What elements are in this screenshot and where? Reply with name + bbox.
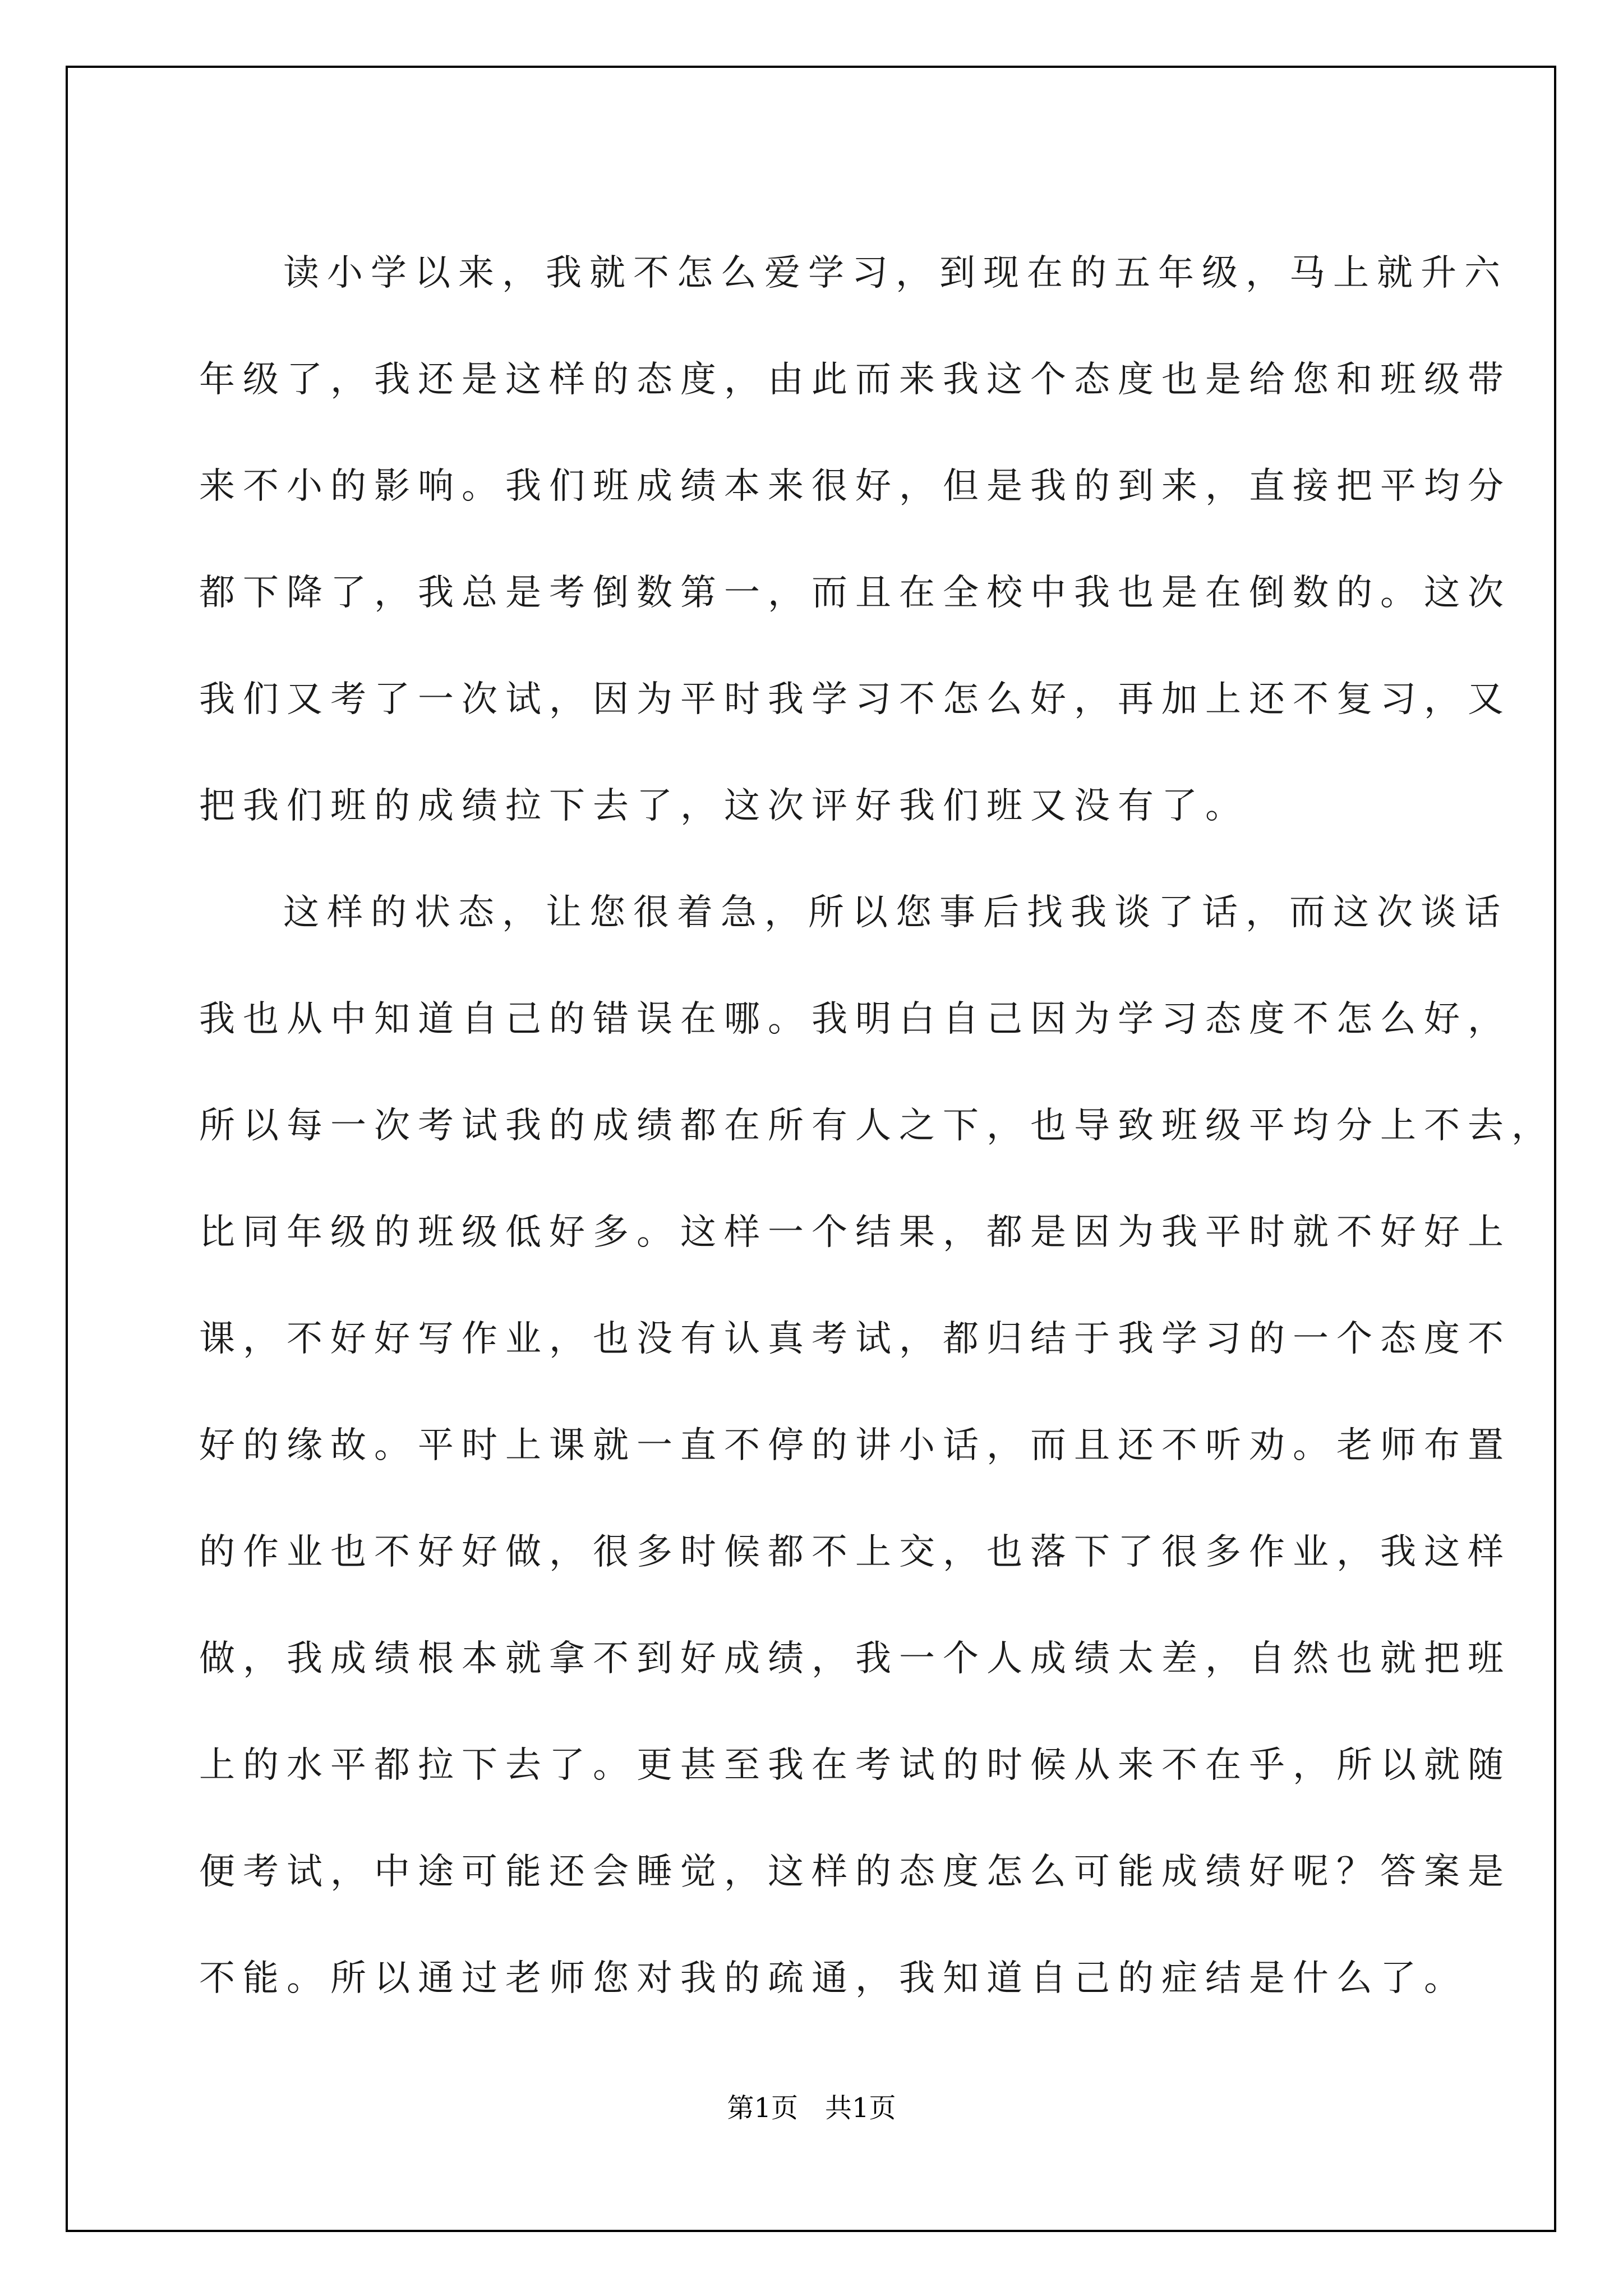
text-line: 比同年级的班级低好多。这样一个结果，都是因为我平时就不好好上 — [199, 1212, 1511, 1253]
text-line: 好的缘故。平时上课就一直不停的讲小话，而且还不听劝。老师布置 — [199, 1425, 1511, 1466]
text-line: 课，不好好写作业，也没有认真考试，都归结于我学习的一个态度不 — [199, 1318, 1511, 1360]
page-footer — [0, 2091, 1623, 2125]
document-body — [199, 220, 1555, 2032]
text-line: 年级了，我还是这样的态度，由此而来我这个态度也是给您和班级带 — [199, 359, 1511, 401]
text-line: 这样的状态，让您很着急，所以您事后找我谈了话，而这次谈话 — [283, 892, 1508, 933]
text-line: 不能。所以通过老师您对我的疏通，我知道自己的症结是什么了。 — [199, 1958, 1468, 1999]
paragraph-2 — [199, 859, 1555, 2032]
text-line: 所以每一次考试我的成绩都在所有人之下，也导致班级平均分上不去， — [199, 1105, 1555, 1147]
page-number: 第1页 共1页 — [727, 2092, 896, 2124]
text-line: 我们又考了一次试，因为平时我学习不怎么好，再加上还不复习，又 — [199, 679, 1511, 720]
paragraph-1 — [199, 220, 1511, 859]
text-line: 都下降了，我总是考倒数第一，而且在全校中我也是在倒数的。这次 — [199, 572, 1511, 614]
text-line: 做，我成绩根本就拿不到好成绩，我一个人成绩太差，自然也就把班 — [199, 1638, 1511, 1680]
text-line: 便考试，中途可能还会睡觉，这样的态度怎么可能成绩好呢？答案是 — [199, 1851, 1511, 1893]
text-line: 读小学以来，我就不怎么爱学习，到现在的五年级，马上就升六 — [283, 252, 1508, 294]
text-line: 把我们班的成绩拉下去了，这次评好我们班又没有了。 — [199, 785, 1249, 827]
text-line: 我也从中知道自己的错误在哪。我明白自己因为学习态度不怎么好， — [199, 999, 1511, 1040]
text-line: 的作业也不好好做，很多时候都不上交，也落下了很多作业，我这样 — [199, 1531, 1511, 1573]
text-line: 上的水平都拉下去了。更甚至我在考试的时候从来不在乎，所以就随 — [199, 1745, 1511, 1786]
text-line: 来不小的影响。我们班成绩本来很好，但是我的到来，直接把平均分 — [199, 466, 1511, 507]
